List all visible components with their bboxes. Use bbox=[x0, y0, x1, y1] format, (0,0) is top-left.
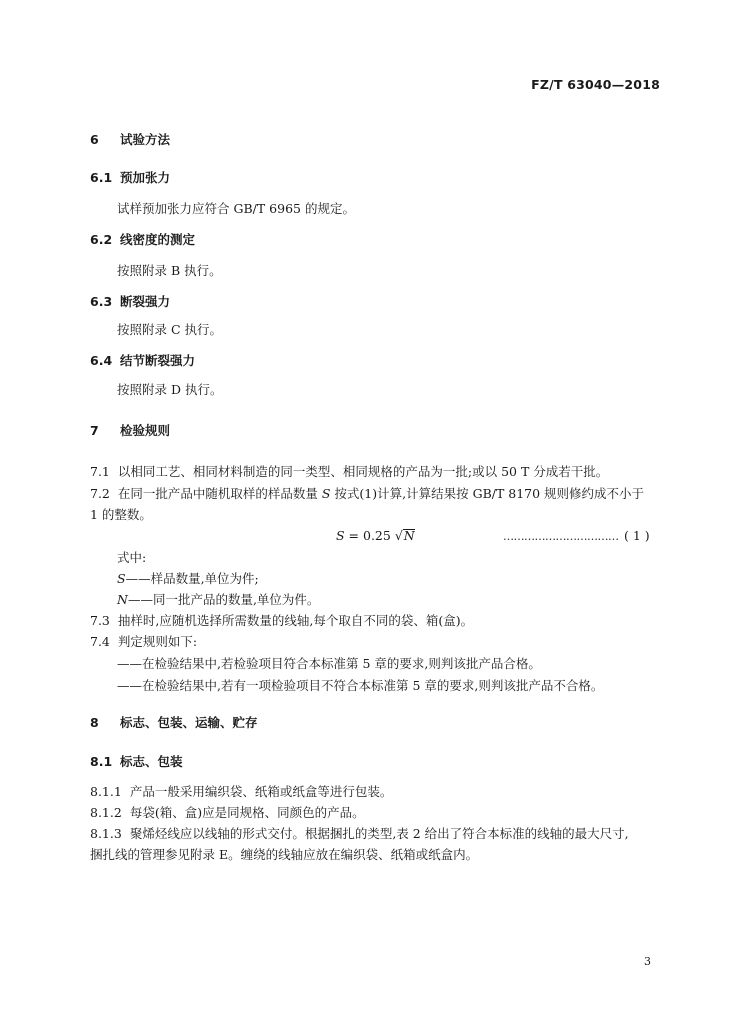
rule-item: ——在检验结果中,若有一项检验项目不符合本标准第 5 章的要求,则判该批产品不合格。 bbox=[117, 678, 604, 693]
page-number: 3 bbox=[644, 955, 651, 968]
section-number: 6.3 bbox=[90, 294, 113, 309]
formula-coefficient: = 0.25 bbox=[344, 528, 395, 543]
section-6-4-text: 按照附录 D 执行。 bbox=[117, 382, 223, 397]
clause-text: 每袋(箱、盒)应是同规格、同颜色的产品。 bbox=[129, 805, 365, 820]
definition-text: ——同一批产品的数量,单位为件。 bbox=[127, 592, 320, 607]
clause-7-2-line-2: 1 的整数。 bbox=[90, 507, 152, 522]
definition-text: ——样品数量,单位为件; bbox=[125, 571, 259, 586]
clause-number: 8.1.3 bbox=[90, 826, 122, 841]
section-title: 断裂强力 bbox=[120, 294, 171, 309]
section-title: 检验规则 bbox=[120, 423, 171, 438]
section-6-4-heading bbox=[90, 351, 195, 369]
clause-7-3 bbox=[90, 611, 473, 629]
section-number: 7 bbox=[90, 423, 99, 438]
clause-number: 7.2 bbox=[90, 486, 110, 501]
section-number: 8.1 bbox=[90, 754, 113, 769]
where-label: 式中: bbox=[117, 550, 147, 565]
section-6-3-heading bbox=[90, 292, 170, 310]
clause-7-2-line-1 bbox=[90, 484, 644, 502]
clause-8-1-3-line-2: 捆扎线的管理参见附录 E。缠绕的线轴应放在编织袋、纸箱或纸盒内。 bbox=[90, 847, 479, 862]
section-7-heading bbox=[90, 421, 170, 439]
sqrt-sign: √ bbox=[394, 528, 403, 543]
section-6-heading bbox=[90, 130, 170, 148]
clause-text: 产品一般采用编织袋、纸箱或纸盒等进行包装。 bbox=[129, 784, 393, 799]
clause-number: 7.3 bbox=[90, 613, 110, 628]
section-6-2-text: 按照附录 B 执行。 bbox=[117, 263, 222, 278]
variable-s: S bbox=[321, 486, 331, 501]
standard-code: FZ/T 63040—2018 bbox=[531, 77, 660, 92]
clause-text: 抽样时,应随机选择所需数量的线轴,每个取自不同的袋、箱(盒)。 bbox=[117, 613, 474, 628]
section-8-heading bbox=[90, 713, 258, 731]
formula-number: ( 1 ) bbox=[624, 528, 650, 543]
clause-7-1 bbox=[90, 462, 608, 480]
where-n-line bbox=[117, 590, 319, 608]
section-6-1-text: 试样预加张力应符合 GB/T 6965 的规定。 bbox=[117, 201, 355, 216]
section-title: 结节断裂强力 bbox=[120, 353, 196, 368]
clause-number: 7.4 bbox=[90, 634, 110, 649]
section-6-1-heading bbox=[90, 168, 170, 186]
section-title: 标志、包装、运输、贮存 bbox=[120, 715, 258, 730]
where-s-line bbox=[117, 569, 259, 587]
clause-7-4 bbox=[90, 632, 197, 650]
section-number: 6 bbox=[90, 132, 99, 147]
section-number: 6.1 bbox=[90, 170, 113, 185]
clause-text: 按式(1)计算,计算结果按 GB/T 8170 规则修约成不小于 bbox=[330, 486, 645, 501]
formula-lhs: S bbox=[336, 528, 345, 543]
clause-8-1-3-line-1 bbox=[90, 824, 629, 842]
section-title: 预加张力 bbox=[120, 170, 171, 185]
clause-number: 7.1 bbox=[90, 464, 110, 479]
section-6-3-text: 按照附录 C 执行。 bbox=[117, 322, 223, 337]
clause-number: 8.1.1 bbox=[90, 784, 122, 799]
clause-number: 8.1.2 bbox=[90, 805, 122, 820]
section-8-1-heading bbox=[90, 752, 183, 770]
clause-8-1-2 bbox=[90, 803, 365, 821]
section-number: 8 bbox=[90, 715, 99, 730]
rule-item: ——在检验结果中,若检验项目符合本标准第 5 章的要求,则判该批产品合格。 bbox=[117, 656, 541, 671]
formula-leader-dots: …………………………… bbox=[503, 530, 619, 543]
formula-radicand: N bbox=[403, 528, 415, 543]
clause-8-1-1 bbox=[90, 782, 392, 800]
variable-n: N bbox=[117, 592, 128, 607]
clause-text: 聚烯烃线应以线轴的形式交付。根据捆扎的类型,表 2 给出了符合本标准的线轴的最大尺寸, bbox=[129, 826, 629, 841]
section-6-2-heading bbox=[90, 230, 195, 248]
clause-text: 判定规则如下: bbox=[117, 634, 198, 649]
section-number: 6.2 bbox=[90, 232, 113, 247]
section-title: 线密度的测定 bbox=[120, 232, 196, 247]
section-title: 试验方法 bbox=[120, 132, 171, 147]
clause-text: 在同一批产品中随机取样的样品数量 bbox=[117, 486, 322, 501]
variable-s: S bbox=[117, 571, 126, 586]
clause-text: 以相同工艺、相同材料制造的同一类型、相同规格的产品为一批;或以 50 T 分成若干批。 bbox=[117, 464, 609, 479]
section-number: 6.4 bbox=[90, 353, 113, 368]
section-title: 标志、包装 bbox=[120, 754, 183, 769]
formula-1 bbox=[336, 528, 415, 543]
